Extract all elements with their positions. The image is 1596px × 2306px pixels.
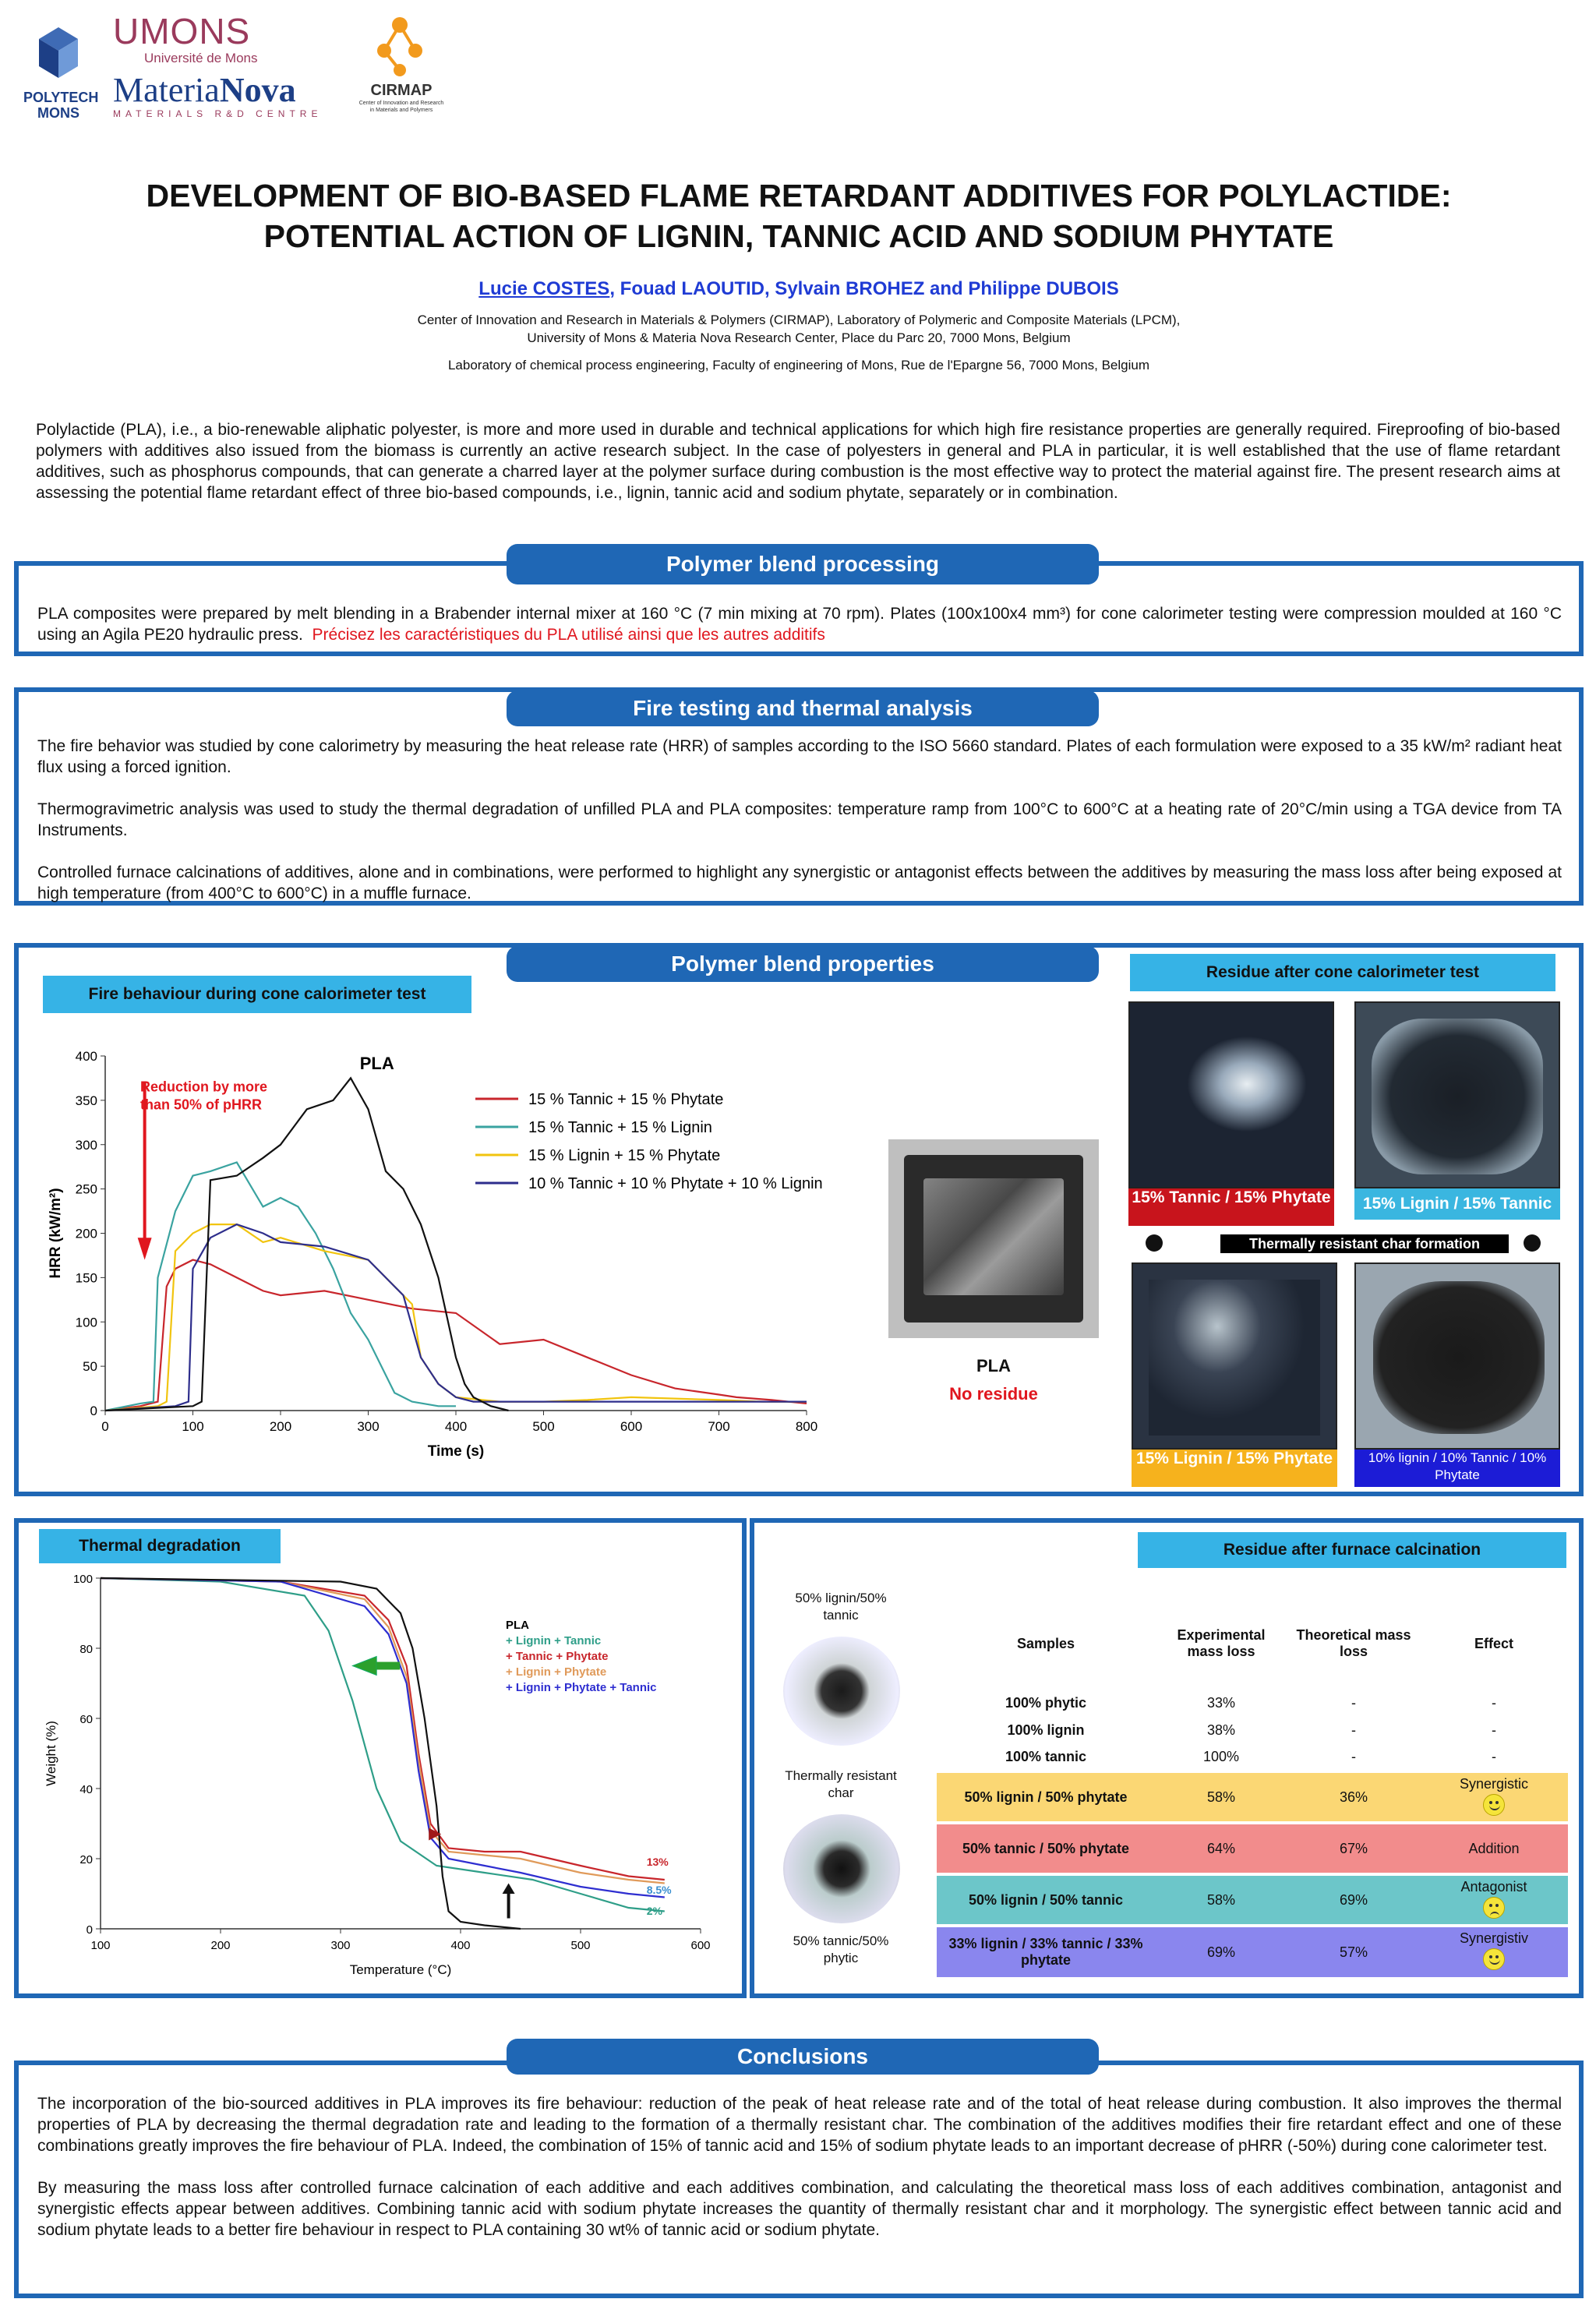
polytech-cube-icon <box>23 16 94 86</box>
pla-residue-photo <box>888 1139 1099 1338</box>
y-axis-label: Weight (%) <box>44 1721 58 1786</box>
cell-text: Antagonist <box>1460 1879 1527 1895</box>
cell-text: 100% phytic <box>1005 1695 1087 1711</box>
legend-entry: 15 % Lignin + 15 % Phytate <box>528 1147 721 1164</box>
furnace-tag: Residue after furnace calcination <box>1138 1532 1566 1568</box>
fire-testing-title: Fire testing and thermal analysis <box>507 690 1099 726</box>
annotation-pla: PLA <box>359 1054 394 1074</box>
green-arrow-shaft <box>376 1662 400 1670</box>
residue-photo-tannic-phytate <box>1128 1001 1334 1188</box>
caption-tannic-phytate-box <box>1128 1188 1334 1226</box>
y-tick-label: 300 <box>75 1137 97 1153</box>
table-cell-theo <box>1287 1926 1420 1977</box>
annotation-reduction-1: Reduction by more <box>140 1079 268 1095</box>
no-residue-label: No residue <box>949 1384 1038 1404</box>
hrr-chart <box>47 1036 842 1481</box>
cirmap-name: CIRMAP <box>370 82 433 99</box>
properties-title: Polymer blend properties <box>507 946 1099 982</box>
table-row <box>937 1744 1568 1771</box>
fire-p1: The fire behavior was studied by cone calorimetry by measuring the heat release rate (HRR) of samples according to the ISO 5660 standard. Plates of each formulation were exposed to a 35 kW/m² radiant heat flux using a forced ignition. <box>37 737 1562 776</box>
title-line-1: DEVELOPMENT OF BIO-BASED FLAME RETARDANT ADDITIVES FOR POLYLACTIDE: <box>146 178 1452 214</box>
fire-behaviour-tag: Fire behaviour during cone calorimeter test <box>43 976 471 1013</box>
table-cell-effect <box>1420 1926 1568 1977</box>
y-axis-label: HRR (kW/m²) <box>48 1188 64 1279</box>
pla-residue-dark <box>904 1155 1083 1323</box>
y-tick-label: 250 <box>75 1181 97 1197</box>
table-cell-exp <box>1155 1771 1287 1823</box>
y-tick-label: 0 <box>90 1404 97 1418</box>
table-row <box>937 1874 1568 1926</box>
x-tick-label: 300 <box>357 1419 380 1434</box>
series-line-2 <box>101 1578 665 1884</box>
processing-body: PLA composites were prepared by melt blending in a Brabender internal mixer at 160 °C (7 min mixing at 70 rpm). Plates (100x100x4 mm³) for cone calorimeter testing were compression moulded at 160 °C using an Agila PE20 hydraulic press. <box>37 605 1562 644</box>
x-tick-label: 700 <box>708 1419 730 1434</box>
furnace-photo-lignin-tannic <box>783 1637 900 1746</box>
polytech-logo <box>23 16 99 125</box>
legend-entry: 15 % Tannic + 15 % Lignin <box>528 1119 712 1136</box>
table-cell-exp <box>1155 1874 1287 1926</box>
y-tick-label: 40 <box>79 1783 93 1796</box>
x-tick-label: 300 <box>330 1939 351 1952</box>
x-tick-label: 600 <box>620 1419 643 1434</box>
residue-texture <box>1149 1280 1320 1436</box>
caption-lignin-tannic-box <box>1354 1188 1560 1220</box>
table-cell-sample <box>937 1823 1155 1874</box>
caption-lignin-tannic: 15% Lignin / 15% Tannic <box>1362 1195 1552 1213</box>
table-cell-sample <box>937 1771 1155 1823</box>
header-effect: Effect <box>1474 1635 1513 1651</box>
table-cell-theo <box>1287 1717 1420 1744</box>
table-cell-effect <box>1420 1690 1568 1717</box>
cell-text: Synergistic <box>1459 1776 1529 1792</box>
y-tick-label: 100 <box>75 1315 97 1330</box>
cell-text: Synergistiv <box>1459 1930 1529 1946</box>
residue-texture <box>1373 1281 1545 1434</box>
table-cell-effect <box>1420 1823 1568 1874</box>
x-axis-label: Temperature (°C) <box>349 1962 452 1977</box>
cirmap-subtitle: Center of Innovation and Research in Materials and Polymers <box>358 101 444 113</box>
y-tick-label: 50 <box>83 1359 97 1375</box>
thermal-tag: Thermal degradation <box>39 1529 281 1563</box>
cell-text: 100% lignin <box>1007 1722 1085 1738</box>
y-tick-label: 80 <box>79 1643 93 1656</box>
header-experimental: Experimental mass loss <box>1177 1627 1266 1659</box>
series-line-3 <box>105 1224 807 1411</box>
authors <box>86 278 1512 300</box>
y-tick-label: 150 <box>75 1270 97 1286</box>
cell-text: 64% <box>1206 1840 1236 1856</box>
table-cell-theo <box>1287 1744 1420 1771</box>
furnace-img-mid-label: Thermally resistant char <box>785 1768 897 1800</box>
y-tick-label: 350 <box>75 1093 97 1108</box>
table-cell-sample <box>937 1744 1155 1771</box>
x-tick-label: 200 <box>269 1419 292 1434</box>
table-cell-effect <box>1420 1717 1568 1744</box>
cell-text: 58% <box>1206 1789 1236 1805</box>
residue-texture <box>1372 1019 1543 1174</box>
char-formation-banner: Thermally resistant char formation <box>1220 1234 1509 1253</box>
legend-title: PLA <box>506 1619 529 1632</box>
table-cell-effect <box>1420 1771 1568 1823</box>
cell-text: 50% lignin / 50% tannic <box>968 1891 1124 1908</box>
legend-entry: 15 % Tannic + 15 % Phytate <box>528 1091 724 1108</box>
conclusions-section <box>14 2061 1584 2298</box>
y-tick-label: 200 <box>75 1226 97 1241</box>
left-arrow-icon <box>1146 1234 1163 1252</box>
cell-text: 100% tannic <box>1005 1749 1087 1764</box>
x-tick-label: 400 <box>450 1939 471 1952</box>
table-row <box>937 1823 1568 1874</box>
logo-area <box>23 12 444 129</box>
series-line-4 <box>101 1578 521 1929</box>
conclusions-title: Conclusions <box>507 2039 1099 2075</box>
residue-photo-lignin-phytate <box>1132 1262 1337 1450</box>
conclusions-text <box>37 2093 1562 2241</box>
cell-text: 50% tannic / 50% phytate <box>962 1840 1130 1856</box>
legend-entry: + Tannic + Phytate <box>506 1650 609 1663</box>
poster-header <box>86 175 1512 373</box>
co-authors: , Fouad LAOUTID, Sylvain BROHEZ and Philippe DUBOIS <box>609 278 1119 299</box>
right-arrow-icon <box>1524 1234 1541 1252</box>
cell-text: Addition <box>1468 1840 1520 1856</box>
cell-text: - <box>1351 1722 1356 1738</box>
furnace-img-bot-label: 50% tannic/50% phytic <box>793 1933 889 1965</box>
black-arrow-icon <box>503 1884 515 1895</box>
tga-chart <box>26 1566 728 1987</box>
table-cell-theo <box>1287 1771 1420 1823</box>
table-cell-theo <box>1287 1690 1420 1717</box>
table-cell-sample <box>937 1874 1155 1926</box>
poster-title <box>86 175 1512 256</box>
affiliation-1-line-2: University of Mons & Materia Nova Research Center, Place du Parc 20, 7000 Mons, Belgium <box>527 330 1071 345</box>
table-cell-sample <box>937 1717 1155 1744</box>
pla-residue-sheen <box>923 1178 1064 1295</box>
y-tick-label: 20 <box>79 1853 93 1866</box>
fire-p3: Controlled furnace calcinations of additives, alone and in combinations, were performed to highlight any synergistic or antagonist effects between the additives by measuring the mass loss after being exposed at high temperature (from 400°C to 600°C) in a muffle furnace. <box>37 863 1562 902</box>
table-row <box>937 1717 1568 1744</box>
header-theoretical: Theoretical mass loss <box>1296 1627 1411 1659</box>
table-row <box>937 1926 1568 1977</box>
processing-note: Précisez les caractéristiques du PLA utilisé ainsi que les autres additifs <box>312 626 825 644</box>
cell-text: - <box>1351 1695 1356 1711</box>
x-axis-label: Time (s) <box>427 1443 485 1460</box>
materianova-subtitle: MATERIALS R&D CENTRE <box>113 108 323 119</box>
furnace-table-wrap <box>937 1598 1568 1977</box>
affiliation-2: Laboratory of chemical process engineering, Faculty of engineering of Mons, Rue de l'Epargne 56, 7000 Mons, Belgium <box>447 358 1150 373</box>
caption-three-additives-box <box>1354 1450 1560 1487</box>
reduction-arrow-icon <box>138 1238 152 1259</box>
fire-testing-text <box>37 736 1562 904</box>
table-cell-exp <box>1155 1744 1287 1771</box>
cell-text: 69% <box>1206 1944 1236 1960</box>
y-tick-label: 100 <box>72 1573 93 1586</box>
cell-text: - <box>1492 1695 1496 1711</box>
table-row <box>937 1771 1568 1823</box>
caption-three-additives: 10% lignin / 10% Tannic / 10% Phytate <box>1368 1450 1547 1482</box>
x-tick-label: 600 <box>690 1939 711 1952</box>
table-row <box>937 1690 1568 1717</box>
cell-text: - <box>1492 1749 1496 1764</box>
legend-entry: + Lignin + Tannic <box>506 1634 602 1647</box>
residue-photo-lignin-tannic <box>1354 1001 1560 1188</box>
residue-texture <box>1153 1034 1309 1159</box>
header-samples: Samples <box>1016 1635 1075 1651</box>
polytech-logo-text: POLYTECH MONS <box>23 90 99 121</box>
title-line-2: POTENTIAL ACTION OF LIGNIN, TANNIC ACID AND SODIUM PHYTATE <box>263 218 1334 254</box>
fire-p2: Thermogravimetric analysis was used to study the thermal degradation of unfilled PLA and PLA composites: temperature ramp from 100°C to 600°C at a heating rate of 20°C/min using a TGA device from TA Instruments. <box>37 800 1562 839</box>
y-tick-label: 0 <box>86 1923 93 1937</box>
table-header-row <box>937 1598 1568 1690</box>
x-tick-label: 400 <box>444 1419 468 1434</box>
cell-text: 67% <box>1339 1840 1368 1856</box>
caption-lignin-phytate-box <box>1132 1450 1337 1487</box>
x-tick-label: 800 <box>795 1419 818 1434</box>
series-line-1 <box>101 1578 665 1880</box>
residue-cone-tag: Residue after cone calorimeter test <box>1130 954 1555 991</box>
legend-entry: 10 % Tannic + 10 % Phytate + 10 % Lignin <box>528 1175 823 1192</box>
processing-text <box>37 603 1562 645</box>
furnace-photo-tannic-phytic <box>783 1814 900 1923</box>
conclusion-p2: By measuring the mass loss after controlled furnace calcination of each additive and each additives combination, and calculating the theoretical mass loss of each additives combination, antagonist and synergistic effects appear between additives. Combining tannic acid with sodium phytate increases the quantity of thermally resistant char and it morphology. The synergistic effect between tannic acid and sodium phytate leads to a better fire behaviour in respect to PLA containing 30 wt% of tannic acid or sodium phytate. <box>37 2179 1562 2239</box>
cirmap-molecule-icon <box>373 16 427 78</box>
smiley-happy-icon <box>1483 1794 1505 1816</box>
conclusion-p1: The incorporation of the bio-sourced additives in PLA improves its fire behaviour: reduction of the peak of heat release rate and of the total of heat release during combustion. It also improves the thermal properties of PLA by decreasing the thermal degradation rate and leading to the formation of a thermally resistant char. The combination of the additives modifies their fire retardant effect and one of these combinations greatly improves the fire behaviour of PLA. Indeed, the combination of 15% of tannic acid and 15% of sodium phytate leads to an important decrease of pHRR (-50%) during cone calorimeter test. <box>37 2095 1562 2155</box>
cell-text: - <box>1492 1722 1496 1738</box>
legend-entry: + Lignin + Phytate + Tannic <box>506 1681 657 1694</box>
materianova-a: Materia <box>113 71 220 109</box>
table-cell-sample <box>937 1926 1155 1977</box>
series-line-0 <box>105 1260 807 1411</box>
y-tick-label: 400 <box>75 1049 97 1064</box>
table-cell-exp <box>1155 1823 1287 1874</box>
table-cell-theo <box>1287 1823 1420 1874</box>
table-cell-effect <box>1420 1744 1568 1771</box>
main-author: Lucie COSTES <box>478 278 610 299</box>
cell-text: - <box>1351 1749 1356 1764</box>
series-line-2 <box>105 1224 807 1411</box>
cell-text: 33% <box>1206 1695 1236 1711</box>
umons-subtitle: Université de Mons <box>144 51 258 65</box>
caption-lignin-phytate: 15% Lignin / 15% Phytate <box>1135 1450 1333 1467</box>
x-tick-label: 100 <box>182 1419 204 1434</box>
end-label: 13% <box>646 1856 669 1868</box>
x-tick-label: 500 <box>570 1939 591 1952</box>
cell-text: 50% lignin / 50% phytate <box>964 1789 1128 1805</box>
cell-text: 57% <box>1339 1944 1368 1960</box>
green-arrow-icon <box>352 1657 376 1676</box>
affiliation-1-line-1: Center of Innovation and Research in Materials & Polymers (CIRMAP), Laboratory of Polymeric and Composite Materials (LPCM), <box>417 313 1181 327</box>
introduction-text: Polylactide (PLA), i.e., a bio-renewable aliphatic polyester, is more and more used in durable and technical applications for which high fire resistance properties are generally required. Fireproofing of bio-based polymers with additives also issued from the biomass is currently an active research subject. In the case of polyesters in general and PLA in particular, it is well established that the use of flame retardant additives, such as phosphorus compounds, that can generate a charred layer at the polymer surface during combustion is the most effective way to protect the material against fire. The present research aims at assessing the potential flame retardant effect of three bio-based compounds, i.e., lignin, tannic acid and sodium phytate, separately or in combination. <box>36 421 1560 502</box>
cell-text: 100% <box>1202 1749 1240 1764</box>
furnace-img-top-label: 50% lignin/50% tannic <box>795 1591 887 1623</box>
cell-text: 33% lignin / 33% tannic / 33% phytate <box>948 1936 1143 1968</box>
pla-label: PLA <box>976 1356 1011 1375</box>
x-tick-label: 500 <box>532 1419 555 1434</box>
table-cell-exp <box>1155 1717 1287 1744</box>
table-cell-effect <box>1420 1874 1568 1926</box>
end-label: 8.5% <box>646 1884 672 1896</box>
table-cell-sample <box>937 1690 1155 1717</box>
table-cell-theo <box>1287 1874 1420 1926</box>
cell-text: 36% <box>1339 1789 1368 1805</box>
cell-text: 69% <box>1339 1891 1368 1908</box>
end-label: 2% <box>646 1905 662 1917</box>
series-line-1 <box>105 1163 456 1411</box>
cirmap-logo <box>358 16 444 114</box>
x-tick-label: 0 <box>101 1419 109 1434</box>
x-tick-label: 200 <box>210 1939 231 1952</box>
umons-logo <box>113 12 355 119</box>
table-cell-exp <box>1155 1926 1287 1977</box>
affiliation-1 <box>86 311 1512 347</box>
legend-entry: + Lignin + Phytate <box>506 1665 607 1679</box>
cell-text: 38% <box>1206 1722 1236 1738</box>
materianova-b: Nova <box>219 71 296 109</box>
caption-tannic-phytate: 15% Tannic / 15% Phytate <box>1132 1188 1331 1206</box>
cell-text: 58% <box>1206 1891 1236 1908</box>
series-line-3 <box>101 1578 665 1898</box>
smiley-happy-icon <box>1483 1948 1505 1970</box>
materianova-logo <box>113 72 355 108</box>
furnace-table <box>937 1598 1568 1977</box>
y-tick-label: 60 <box>79 1713 93 1726</box>
residue-photo-three-additives <box>1354 1262 1560 1450</box>
x-tick-label: 100 <box>90 1939 111 1952</box>
table-cell-exp <box>1155 1690 1287 1717</box>
umons-name: UMONS <box>113 11 251 51</box>
processing-title: Polymer blend processing <box>507 544 1099 584</box>
smiley-sad-icon <box>1483 1897 1505 1919</box>
annotation-reduction-2: than 50% of pHRR <box>140 1096 263 1113</box>
